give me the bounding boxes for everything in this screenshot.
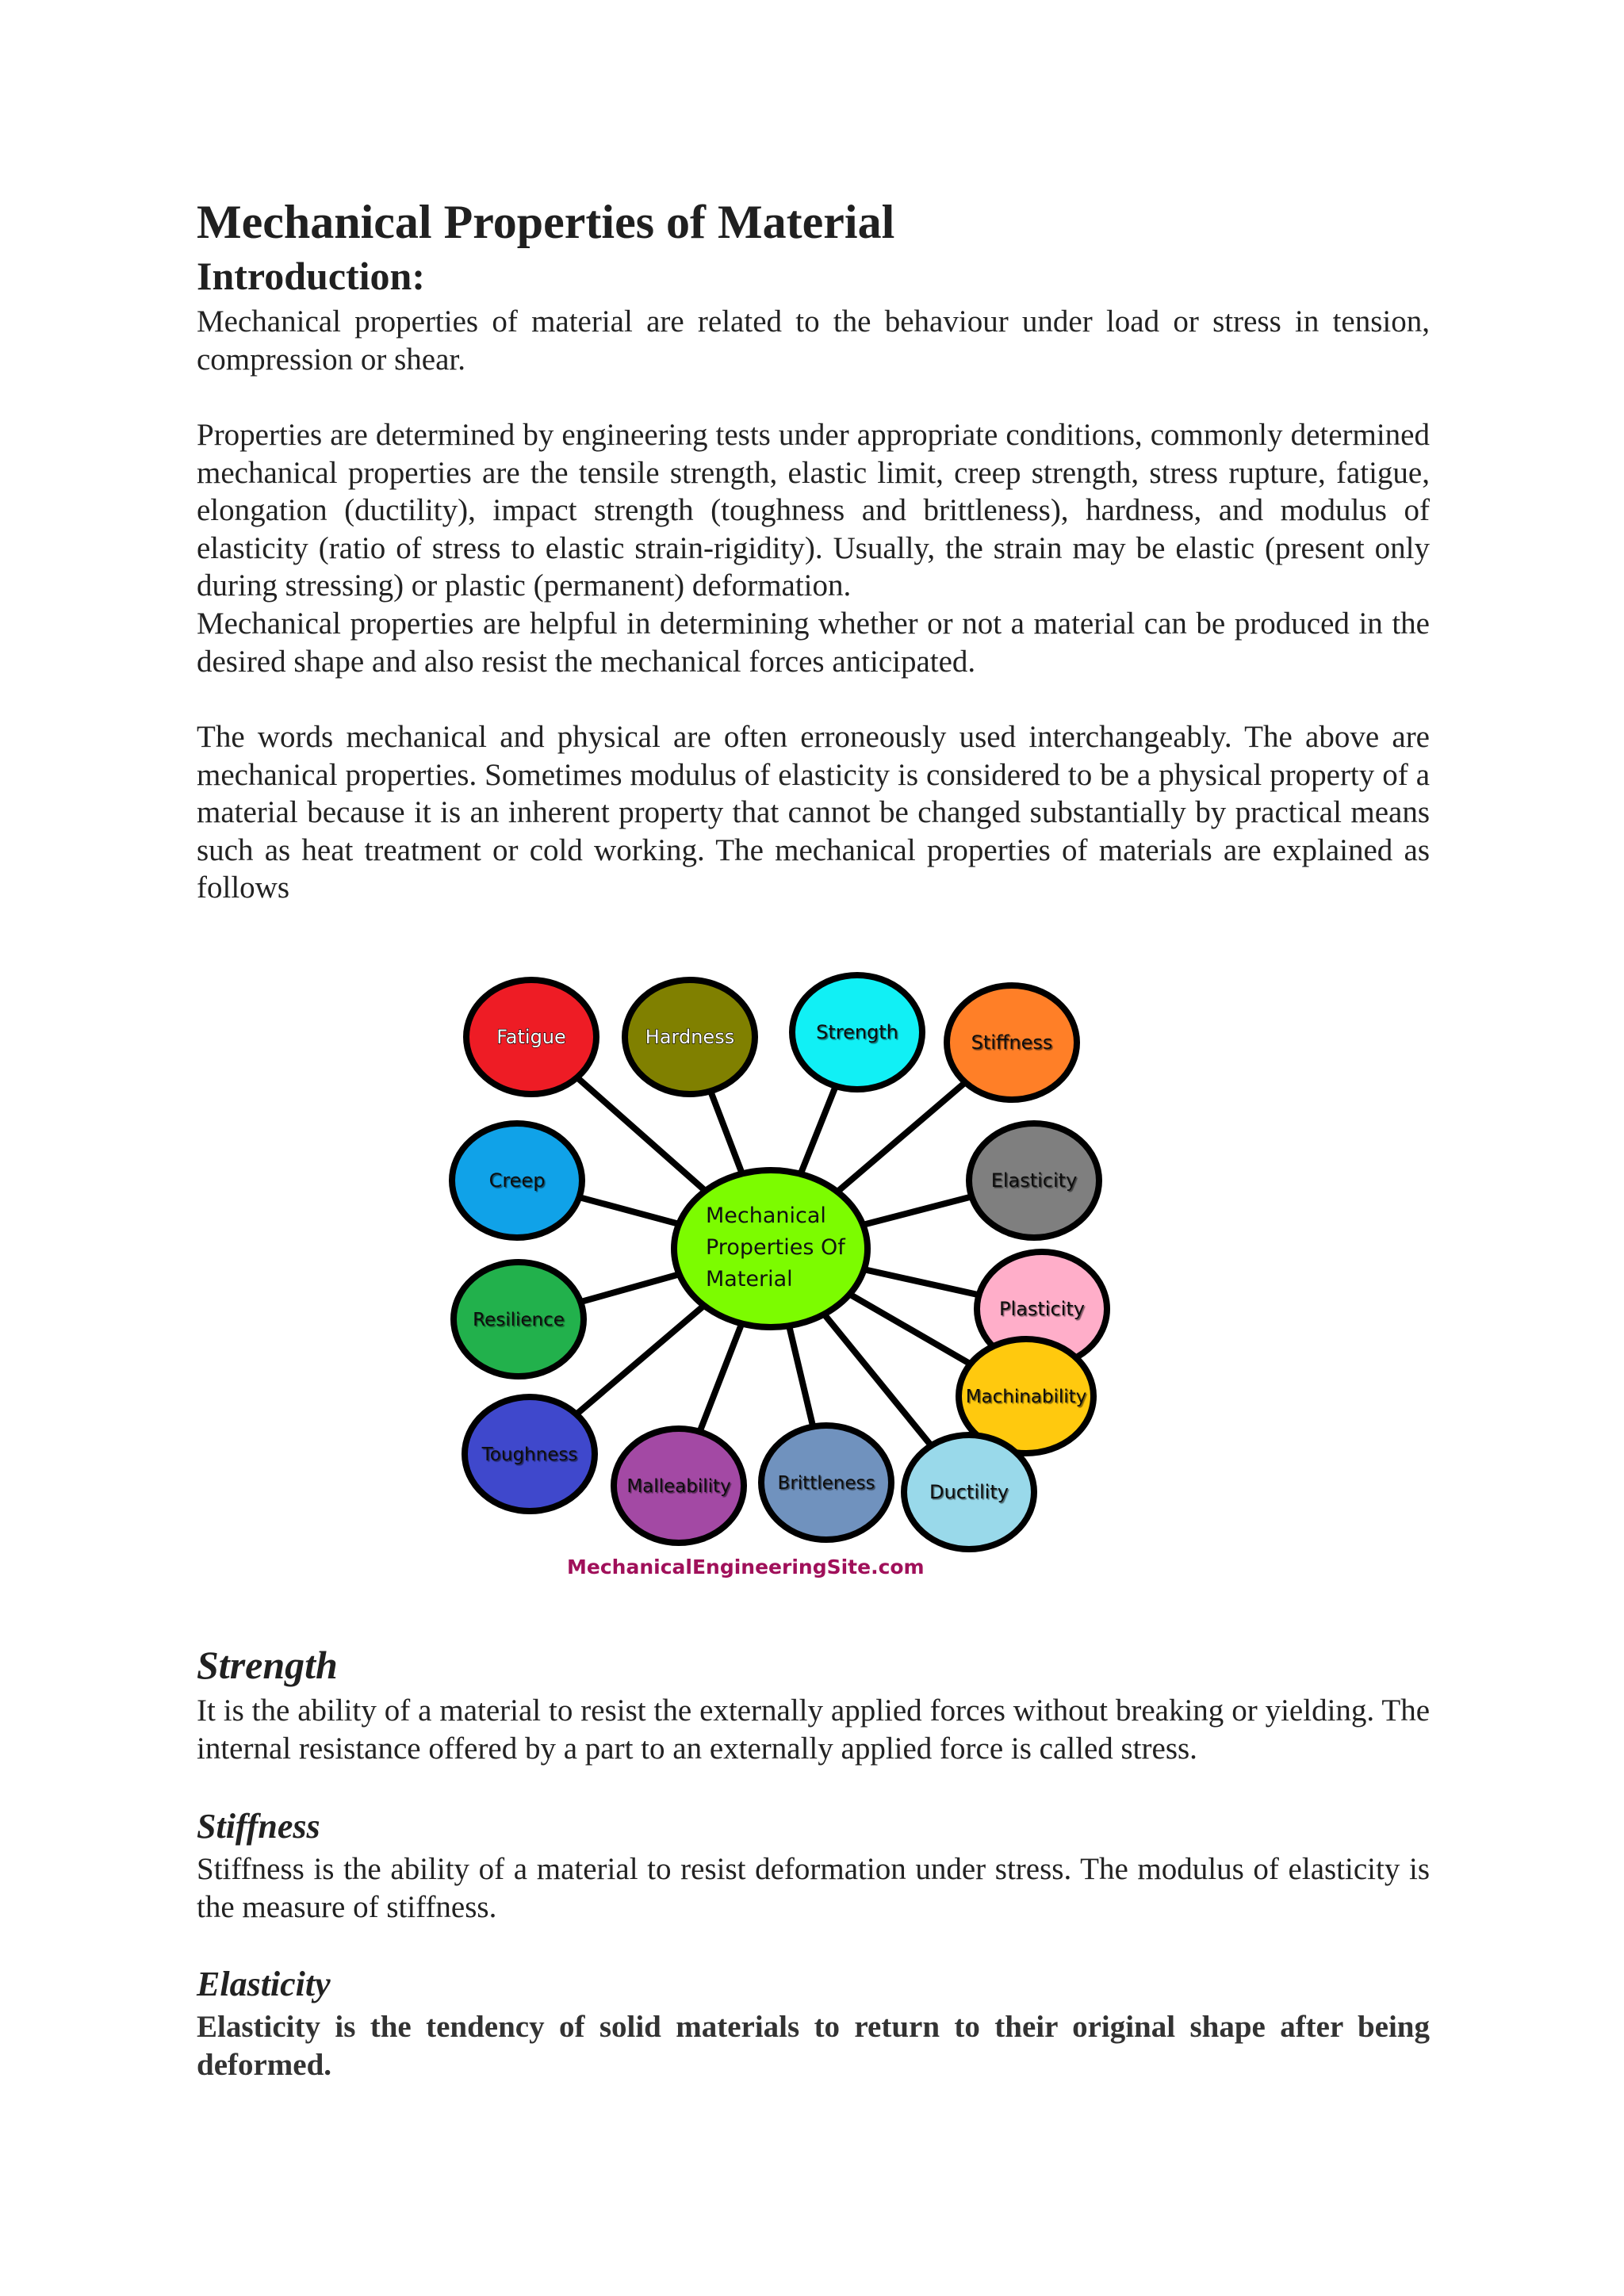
node-label-resilience: Resilience (473, 1310, 565, 1330)
center-node (674, 1170, 868, 1327)
page-title: Mechanical Properties of Material (197, 196, 895, 248)
node-hardness (625, 980, 755, 1094)
node-label-toughness: Toughness (481, 1445, 578, 1465)
elasticity-paragraph: Elasticity is the tendency of solid materials to return to their original shape after being deformed. (197, 2010, 1430, 2082)
node-label-strength: Strength (816, 1021, 898, 1043)
node-label-fatigue: Fatigue (496, 1026, 566, 1048)
center-label-line-3: Material (706, 1267, 793, 1292)
node-label-elasticity: Elasticity (990, 1169, 1078, 1192)
node-brittleness (761, 1425, 891, 1540)
elasticity-heading: Elasticity (197, 1965, 331, 2003)
node-fatigue (466, 980, 596, 1094)
strength-paragraph: It is the ability of a material to resist the externally applied forces without breaking or yielding. The internal resistance offered by a part to an externally applied force is called stress. (197, 1693, 1430, 1766)
center-label-line-1: Mechanical (706, 1203, 826, 1228)
intro-paragraph-1: Mechanical properties of material are related to the behaviour under load or stress in tension, compression or shear. (197, 304, 1430, 377)
node-label-stiffness: Stiffness (971, 1031, 1053, 1054)
strength-heading: Strength (197, 1643, 338, 1687)
node-label-plasticity: Plasticity (999, 1298, 1085, 1320)
center-label-line-2: Properties Of (706, 1235, 845, 1260)
node-malleability (614, 1429, 744, 1543)
node-strength (792, 975, 922, 1089)
node-creep (452, 1123, 582, 1238)
diagram-watermark: MechanicalEngineeringSite.com (567, 1556, 925, 1578)
intro-paragraph-4: The words mechanical and physical are often erroneously used interchangeably. The above are mechanical properties. Sometimes modulus of elasticity is considered to be a physical property of a material because it is an inherent property that cannot be changed substantially by practical means such as heat treatment or cold working. The mechanical properties of materials are explained as follows (197, 720, 1430, 905)
node-label-malleability: Malleability (626, 1476, 731, 1497)
node-resilience (454, 1262, 584, 1376)
properties-diagram (436, 967, 1150, 1586)
stiffness-heading: Stiffness (197, 1807, 320, 1846)
intro-paragraph-2: Properties are determined by engineering tests under appropriate conditions, commonly determined mechanical properties are the tensile strength, elastic limit, creep strength, stress rupture, fatigue, elongation (ductility), impact strength (toughness and brittleness), hardness, and modulus of elasticity (ratio of stress to elastic strain-rigidity). Usually, the strain may be elastic (present only during stressing) or plastic (permanent) deformation. (197, 418, 1430, 603)
node-elasticity (969, 1123, 1099, 1238)
intro-paragraph-3: Mechanical properties are helpful in determining whether or not a material can be produced in the desired shape and also resist the mechanical forces anticipated. (197, 607, 1430, 679)
node-label-machinability: Machinability (965, 1387, 1087, 1407)
node-label-creep: Creep (488, 1169, 546, 1192)
node-label-brittleness: Brittleness (777, 1473, 875, 1494)
node-label-ductility: Ductility (929, 1481, 1009, 1503)
stiffness-paragraph: Stiffness is the ability of a material to resist deformation under stress. The modulus of elasticity is the measure of stiffness. (197, 1852, 1430, 1924)
node-ductility (904, 1435, 1034, 1549)
node-toughness (465, 1397, 595, 1511)
node-stiffness (947, 985, 1077, 1100)
introduction-heading: Introduction: (197, 254, 426, 298)
node-label-hardness: Hardness (645, 1026, 735, 1048)
